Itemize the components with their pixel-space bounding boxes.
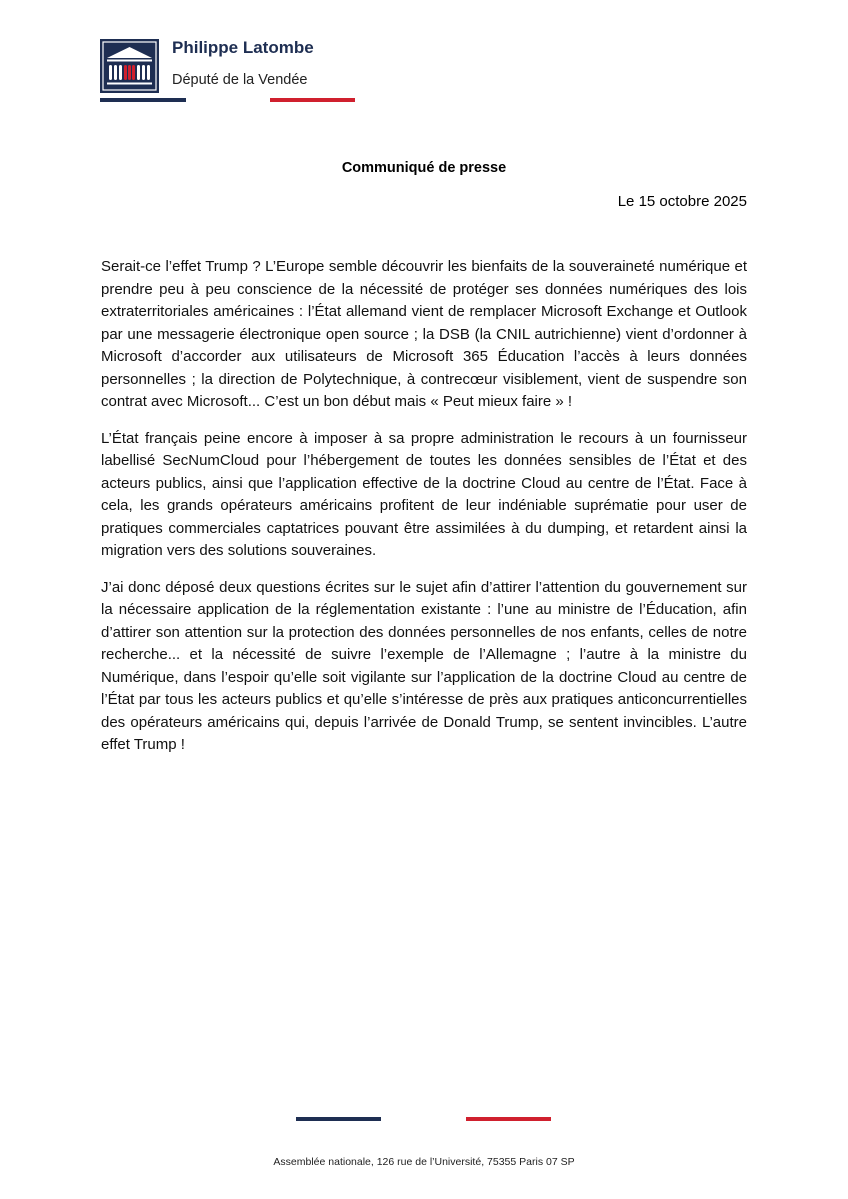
deputy-role: Député de la Vendée: [172, 72, 308, 88]
document-date: Le 15 octobre 2025: [617, 193, 747, 210]
press-release-body: [101, 256, 747, 771]
assemblee-nationale-logo-icon: [100, 39, 159, 93]
footer-address: Assemblée nationale, 126 rue de l’Université, 75355 Paris 07 SP: [273, 1156, 575, 1168]
body-paragraph: L’État français peine encore à imposer à sa propre administration le recours à un fournisseur labellisé SecNumCloud pour l’hébergement de toutes les données sensibles de l’État et des acteurs publics, ainsi que l’application effective de la doctrine Cloud au centre de l’État. Face à cela, les grands opérateurs américains profitent de leur indéniable suprématie pour user de pratiques commerciales captatrices pouvant être assimilées à du dumping, et retardent ainsi la migration vers des solutions souveraines.: [101, 429, 747, 559]
header-divider-blue: [100, 98, 186, 102]
body-paragraph: J’ai donc déposé deux questions écrites sur le sujet afin d’attirer l’attention du gouvernement sur la nécessaire application de la réglementation existante : l’une au ministre de l’Éducation, afin d’attirer son attention sur la protection des données personnelles de nos enfants, celles de notre recherche... et la nécessité de suivre l’exemple de l’Allemagne ; l’autre à la ministre du Numérique, dans l’espoir qu’elle soit vigilante sur l’application de la doctrine Cloud au centre de l’État par tous les acteurs publics et qu’elle s’intéresse de près aux pratiques anticoncurrentielles des opérateurs américains qui, depuis l’arrivée de Donald Trump, se sentent invincibles. L’autre effet Trump !: [101, 578, 747, 753]
header-divider-red: [270, 98, 355, 102]
deputy-name: Philippe Latombe: [172, 38, 314, 57]
footer-divider-blue: [296, 1117, 381, 1121]
document-type-title: Communiqué de presse: [341, 160, 507, 176]
footer-divider-red: [466, 1117, 551, 1121]
body-paragraph: Serait-ce l’effet Trump ? L’Europe semble découvrir les bienfaits de la souveraineté numérique et prendre peu à peu conscience de la nécessité de protéger ses données numériques des lois extraterritoriales américaines : l’État allemand vient de remplacer Microsoft Exchange et Outlook par une messagerie électronique open source ; la DSB (la CNIL autrichienne) vient d’ordonner à Microsoft d’accorder aux utilisateurs de Microsoft 365 Éducation l’accès à leurs données personnelles ; la direction de Polytechnique, à contrecœur visiblement, vient de suspendre son contrat avec Microsoft... C’est un bon début mais « Peut mieux faire » !: [101, 258, 747, 410]
